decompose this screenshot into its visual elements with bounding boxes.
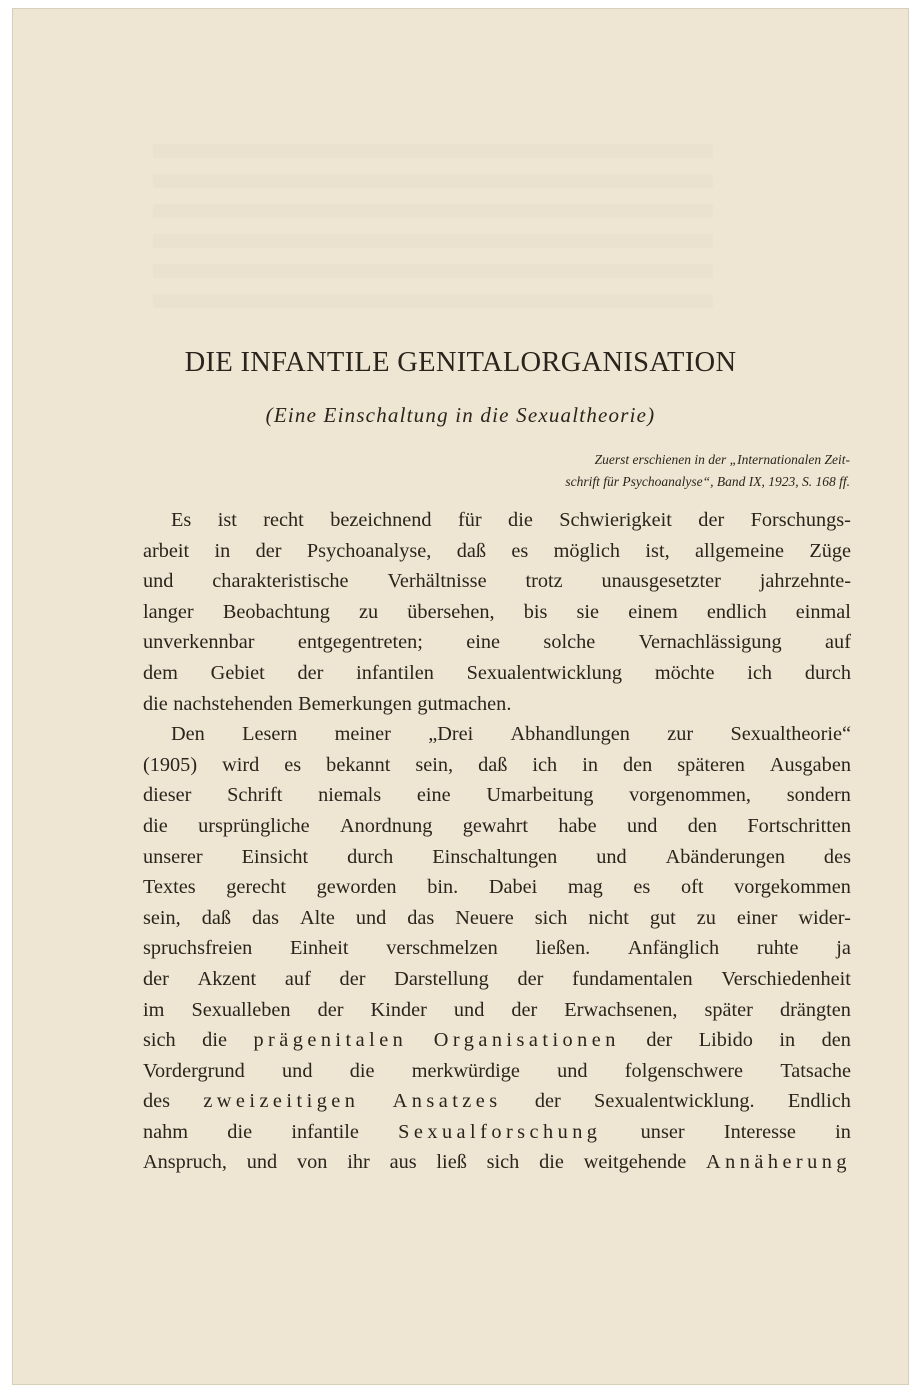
word: weitgehende: [583, 1151, 687, 1174]
word: jahrzehnte-: [759, 570, 851, 593]
word: Umarbeitung: [486, 784, 594, 807]
word: später: [704, 998, 753, 1021]
word: eine: [416, 784, 451, 807]
word: Annäherung: [706, 1151, 851, 1174]
word: der: [698, 509, 725, 531]
word: einer: [736, 906, 778, 929]
word: infantilen: [356, 661, 434, 684]
word: möchte: [654, 661, 715, 684]
word: solche: [543, 631, 596, 654]
text-line: [143, 536, 851, 567]
word: Fortschritten: [747, 814, 851, 837]
word: Abänderungen: [665, 845, 785, 868]
word: zweizeitigen: [203, 1090, 360, 1113]
word: Erwachsenen,: [564, 998, 678, 1021]
word: „Drei: [428, 723, 474, 746]
source-note-line: schrift für Psychoanalyse“, Band IX, 1923, S. 168 ff.: [565, 474, 850, 489]
word: der: [517, 967, 544, 990]
word: sich: [143, 1029, 176, 1052]
word: in: [835, 1120, 851, 1143]
word: gutmachen.: [417, 692, 512, 715]
word: von: [296, 1151, 328, 1174]
text-line: [143, 1147, 851, 1178]
word: Psychoanalyse,: [306, 539, 432, 562]
word: vorgekommen: [734, 876, 851, 899]
word: bis: [523, 600, 548, 623]
word: Libido: [698, 1029, 753, 1052]
word: Sexualentwicklung: [466, 661, 623, 684]
word: eine: [466, 631, 501, 654]
word: für: [457, 509, 482, 531]
text-line: [143, 658, 851, 689]
word: der: [143, 967, 169, 990]
word: im: [143, 998, 165, 1021]
word: Anordnung: [339, 814, 433, 837]
word: es: [633, 876, 651, 899]
word: nachstehenden: [173, 692, 293, 715]
word: das: [251, 906, 279, 929]
word: unser: [640, 1120, 685, 1143]
text-line: [143, 689, 851, 720]
word: Verschiedenheit: [721, 967, 851, 990]
word: das: [407, 906, 435, 929]
word: in: [779, 1029, 796, 1052]
word: unausgesetzter: [601, 570, 721, 593]
word: ja: [836, 937, 851, 960]
word: Alte: [299, 906, 335, 929]
text-line: [143, 995, 851, 1026]
word: sie: [576, 600, 600, 623]
source-note-line: Zuerst erschienen in der „Internationalen Zeit-: [594, 452, 850, 467]
word: durch: [347, 845, 394, 868]
word: es: [284, 753, 302, 776]
word: Interesse: [723, 1120, 796, 1143]
word: gewahrt: [462, 814, 529, 837]
word: unverkennbar: [143, 631, 255, 654]
word: den: [687, 814, 718, 837]
word: aus: [389, 1151, 417, 1174]
text-line: [143, 780, 851, 811]
word: infantile: [291, 1120, 359, 1143]
text-line: [143, 505, 851, 536]
word: Sexualleben: [191, 998, 291, 1021]
word: Einschaltungen: [432, 845, 558, 868]
word: Anspruch,: [143, 1151, 227, 1174]
word: endlich: [706, 600, 767, 623]
word: Gebiet: [210, 661, 265, 684]
word: sich: [486, 1151, 520, 1174]
word: verschmelzen: [386, 937, 498, 960]
word: Es: [171, 509, 192, 531]
word: bezeichnend: [330, 509, 432, 531]
word: Einheit: [289, 937, 349, 960]
word: Vernachlässigung: [638, 631, 782, 654]
word: die: [508, 509, 533, 531]
word: ruhte: [756, 937, 799, 960]
word: spruchsfreien: [143, 937, 253, 960]
word: daß: [456, 539, 487, 562]
word: arbeit: [143, 539, 190, 562]
word: prägenitalen: [253, 1029, 408, 1052]
word: und: [246, 1151, 278, 1174]
text-line: [143, 1056, 851, 1087]
word: Einsicht: [241, 845, 309, 868]
word: und: [596, 845, 627, 868]
word: Schwierigkeit: [559, 509, 672, 531]
word: Kinder: [370, 998, 427, 1021]
word: der: [646, 1029, 673, 1052]
word: und: [355, 906, 387, 929]
word: Sexualforschung: [398, 1120, 602, 1143]
word: des: [823, 845, 851, 868]
word: auf: [284, 967, 311, 990]
word: einmal: [795, 600, 851, 623]
word: oft: [680, 876, 704, 899]
word: die: [539, 1151, 564, 1174]
book-page: [12, 8, 909, 1385]
text-line: [143, 842, 851, 873]
word: und: [557, 1059, 588, 1082]
word: Ansatzes: [392, 1090, 502, 1113]
word: ließen.: [535, 937, 591, 960]
word: Lesern: [242, 723, 298, 746]
word: nicht: [588, 906, 629, 929]
word: zur: [667, 723, 694, 746]
word: Sexualentwicklung.: [594, 1090, 755, 1113]
text-line: [143, 1025, 851, 1056]
word: ihr: [347, 1151, 370, 1174]
body-text: [143, 505, 851, 1178]
word: zu: [358, 600, 379, 623]
word: drängten: [779, 998, 851, 1021]
paragraph: [143, 719, 851, 1178]
source-note: [565, 449, 850, 493]
word: einem: [628, 600, 678, 623]
text-line: [143, 627, 851, 658]
text-line: [143, 1086, 851, 1117]
word: die: [143, 814, 168, 837]
text-line: [143, 719, 851, 750]
word: möglich: [553, 539, 621, 562]
word: den: [622, 753, 653, 776]
word: bin.: [427, 876, 459, 899]
word: wird: [222, 753, 260, 776]
word: Züge: [809, 539, 851, 562]
word: daß: [478, 753, 508, 776]
word: sondern: [786, 784, 851, 807]
word: Abhandlungen: [510, 723, 630, 746]
word: folgenschwere: [624, 1059, 744, 1082]
word: Darstellung: [394, 967, 489, 990]
word: fundamentalen: [572, 967, 693, 990]
text-line: [143, 566, 851, 597]
word: Akzent: [197, 967, 257, 990]
word: und: [282, 1059, 313, 1082]
word: und: [143, 570, 174, 593]
word: ich: [747, 661, 773, 684]
word: langer: [143, 600, 194, 623]
word: übersehen,: [407, 600, 495, 623]
word: dem: [143, 661, 178, 684]
word: Textes: [143, 876, 196, 899]
word: der: [534, 1090, 561, 1113]
text-line: [143, 903, 851, 934]
word: sich: [534, 906, 568, 929]
word: merkwürdige: [411, 1059, 520, 1082]
word: Bemerkungen: [298, 692, 412, 715]
word: späteren: [677, 753, 745, 776]
word: es: [511, 539, 529, 562]
word: Forschungs-: [750, 509, 851, 531]
word: daß: [201, 906, 231, 929]
word: des: [143, 1090, 171, 1113]
word: und: [626, 814, 658, 837]
word: allgemeine: [695, 539, 784, 562]
word: wider-: [798, 906, 851, 929]
text-line: [143, 750, 851, 781]
word: der: [255, 539, 282, 562]
word: bekannt: [326, 753, 391, 776]
word: Dabei: [488, 876, 538, 899]
word: der: [339, 967, 366, 990]
text-line: [143, 872, 851, 903]
word: geworden: [316, 876, 397, 899]
word: dieser: [143, 784, 192, 807]
word: Sexualtheorie“: [730, 723, 851, 746]
word: Schrift: [227, 784, 283, 807]
word: habe: [558, 814, 597, 837]
word: in: [214, 539, 231, 562]
word: die: [227, 1120, 253, 1143]
word: mag: [567, 876, 603, 899]
word: Endlich: [787, 1090, 851, 1113]
word: Ausgaben: [769, 753, 851, 776]
text-line: [143, 964, 851, 995]
chapter-subtitle: (Eine Einschaltung in die Sexualtheorie): [265, 403, 656, 427]
word: auf: [825, 631, 851, 654]
word: den: [821, 1029, 851, 1052]
word: in: [582, 753, 598, 776]
word: Anfänglich: [627, 937, 720, 960]
word: gerecht: [226, 876, 286, 899]
word: nahm: [143, 1120, 189, 1143]
word: ließ: [436, 1151, 467, 1174]
word: sein,: [415, 753, 454, 776]
word: ursprüngliche: [198, 814, 310, 837]
word: die: [349, 1059, 375, 1082]
word: trotz: [525, 570, 563, 593]
word: Organisationen: [433, 1029, 620, 1052]
word: zu: [696, 906, 716, 929]
show-through-texture: [153, 144, 713, 324]
word: Neuere: [455, 906, 514, 929]
word: ist,: [645, 539, 670, 562]
word: (1905): [143, 753, 198, 776]
word: Beobachtung: [222, 600, 330, 623]
word: und: [453, 998, 485, 1021]
word: Tatsache: [780, 1059, 851, 1082]
word: recht: [263, 509, 304, 531]
word: gut: [649, 906, 676, 929]
word: unserer: [143, 845, 203, 868]
word: ich: [532, 753, 558, 776]
word: die: [202, 1029, 227, 1052]
word: niemals: [318, 784, 382, 807]
word: der: [317, 998, 344, 1021]
text-line: [143, 811, 851, 842]
word: Vordergrund: [143, 1059, 245, 1082]
word: sein,: [143, 906, 181, 929]
word: meiner: [334, 723, 391, 746]
word: der: [297, 661, 324, 684]
text-line: [143, 597, 851, 628]
chapter-title: DIE INFANTILE GENITALORGANISATION: [184, 347, 737, 378]
word: entgegentreten;: [297, 631, 423, 654]
word: ist: [217, 509, 237, 531]
text-line: [143, 933, 851, 964]
word: Den: [171, 723, 205, 746]
word: charakteristische: [212, 570, 349, 593]
word: Verhältnisse: [387, 570, 487, 593]
word: der: [511, 998, 538, 1021]
text-line: [143, 1117, 851, 1148]
paragraph: [143, 505, 851, 719]
word: durch: [804, 661, 851, 684]
word: die: [143, 692, 168, 715]
word: vorgenommen,: [629, 784, 751, 807]
